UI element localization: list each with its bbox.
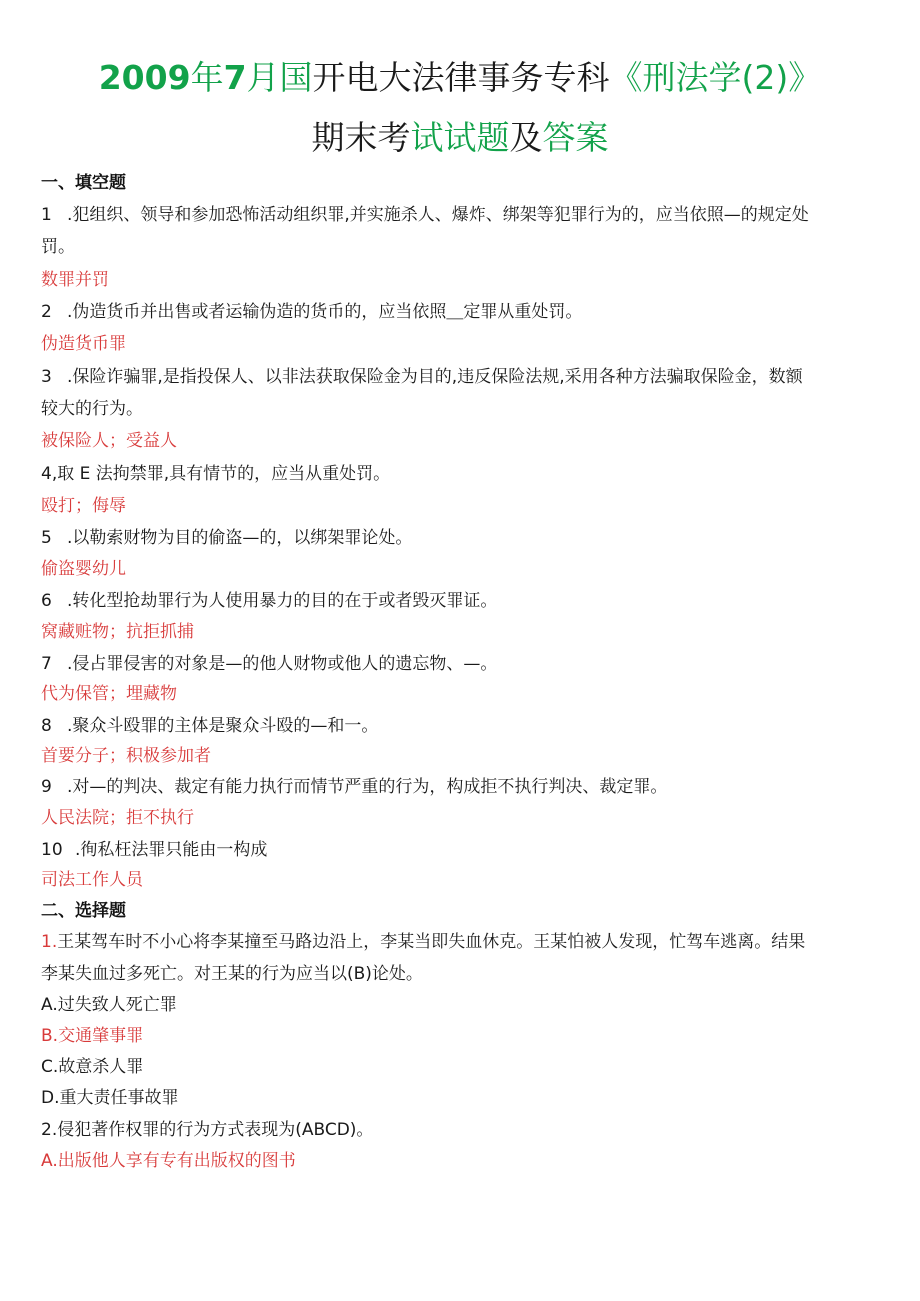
- title-line-1: [0, 58, 920, 98]
- fill-question-1: [41, 199, 887, 263]
- question-number: 1: [41, 205, 52, 225]
- title-book: 《刑法学(2)》: [609, 58, 822, 97]
- title-year: 2009: [98, 58, 191, 97]
- choice-option-a: A.过失致人死亡罪: [41, 995, 177, 1015]
- question-number: 6: [41, 591, 52, 611]
- fill-answer-1: 数罪并罚: [41, 270, 109, 290]
- question-text: .伪造货币并出售或者运输伪造的货币的，应当依照＿定罪从重处罚。: [67, 302, 583, 322]
- question-text: 取 E 法拘禁罪,具有情节的，应当从重处罚。: [57, 464, 391, 484]
- fill-question-2: [41, 296, 887, 328]
- question-number: 10: [41, 840, 63, 860]
- title-yue: 月: [246, 58, 280, 97]
- fill-question-8: [41, 710, 887, 742]
- fill-question-7: [41, 648, 887, 680]
- question-text: .保险诈骗罪,是指投保人、以非法获取保险金为目的,违反保险法规,采用各种方法骗取保险金，数额: [67, 367, 803, 387]
- question-text: .犯组织、领导和参加恐怖活动组织罪,并实施杀人、爆炸、绑架等犯罪行为的，应当依照—的规定处: [67, 205, 809, 225]
- question-text-cont: 罚。: [41, 237, 75, 257]
- question-number: 2: [41, 302, 52, 322]
- question-number: 3: [41, 367, 52, 387]
- question-text: .徇私枉法罪只能由一构成: [75, 840, 268, 860]
- fill-question-5: [41, 522, 887, 554]
- question-text-cont: 李某失血过多死亡。对王某的行为应当以(B)论处。: [41, 964, 423, 984]
- fill-answer-7: 代为保管；埋藏物: [41, 684, 177, 704]
- title-nian: 年: [190, 58, 224, 97]
- title2-part4: 答案: [542, 118, 609, 157]
- title-guo: 国: [279, 58, 313, 97]
- question-text: .对—的判决、裁定有能力执行而情节严重的行为，构成拒不执行判决、裁定罪。: [67, 777, 668, 797]
- question-text: .侵占罪侵害的对象是—的他人财物或他人的遗忘物、—。: [67, 654, 498, 674]
- section-heading-choice: 二、选择题: [41, 901, 126, 921]
- question-number: 8: [41, 716, 52, 736]
- question-text: .以勒索财物为目的偷盗—的，以绑架罪论处。: [67, 528, 413, 548]
- title2-part3: 及: [509, 118, 543, 157]
- fill-question-9: [41, 771, 887, 803]
- section-heading-fill-blank: 一、填空题: [41, 173, 126, 193]
- fill-answer-9: 人民法院；拒不执行: [41, 808, 194, 828]
- fill-question-3: [41, 361, 887, 425]
- question-number: 1.: [41, 932, 58, 952]
- question-number: 5: [41, 528, 52, 548]
- fill-answer-10: 司法工作人员: [41, 870, 143, 890]
- title-body: 开电大法律事务专科: [312, 58, 610, 97]
- question-text-cont: 较大的行为。: [41, 399, 143, 419]
- title2-part1: 期末考: [311, 118, 411, 157]
- choice-q2-option-a-correct: A.出版他人享有专有出版权的图书: [41, 1151, 296, 1171]
- question-number: 4,: [41, 464, 58, 484]
- title-month: 7: [223, 58, 247, 97]
- title-line-2: [0, 118, 920, 158]
- fill-answer-3: 被保险人；受益人: [41, 431, 177, 451]
- choice-option-d: D.重大责任事故罪: [41, 1088, 179, 1108]
- question-text: 王某驾车时不小心将李某撞至马路边沿上，李某当即失血休克。王某怕被人发现，忙驾车逃离。结果: [57, 932, 806, 952]
- fill-question-10: [41, 834, 887, 866]
- fill-question-6: [41, 585, 887, 617]
- title2-part2: 试试题: [410, 118, 510, 157]
- fill-answer-6: 窝藏赃物；抗拒抓捕: [41, 622, 194, 642]
- fill-answer-2: 伪造货币罪: [41, 334, 126, 354]
- fill-question-4: [41, 458, 887, 490]
- question-text: .聚众斗殴罪的主体是聚众斗殴的—和一。: [67, 716, 379, 736]
- choice-option-c: C.故意杀人罪: [41, 1057, 144, 1077]
- fill-answer-4: 殴打；侮辱: [41, 496, 126, 516]
- choice-option-b-correct: B.交通肇事罪: [41, 1026, 144, 1046]
- fill-answer-8: 首要分子；积极参加者: [41, 746, 211, 766]
- question-number: 7: [41, 654, 52, 674]
- fill-answer-5: 偷盗婴幼儿: [41, 559, 126, 579]
- choice-question-2: 2.侵犯著作权罪的行为方式表现为(ABCD)。: [41, 1120, 374, 1140]
- question-number: 9: [41, 777, 52, 797]
- question-text: .转化型抢劫罪行为人使用暴力的目的在于或者毁灭罪证。: [67, 591, 498, 611]
- choice-question-1: [41, 926, 887, 990]
